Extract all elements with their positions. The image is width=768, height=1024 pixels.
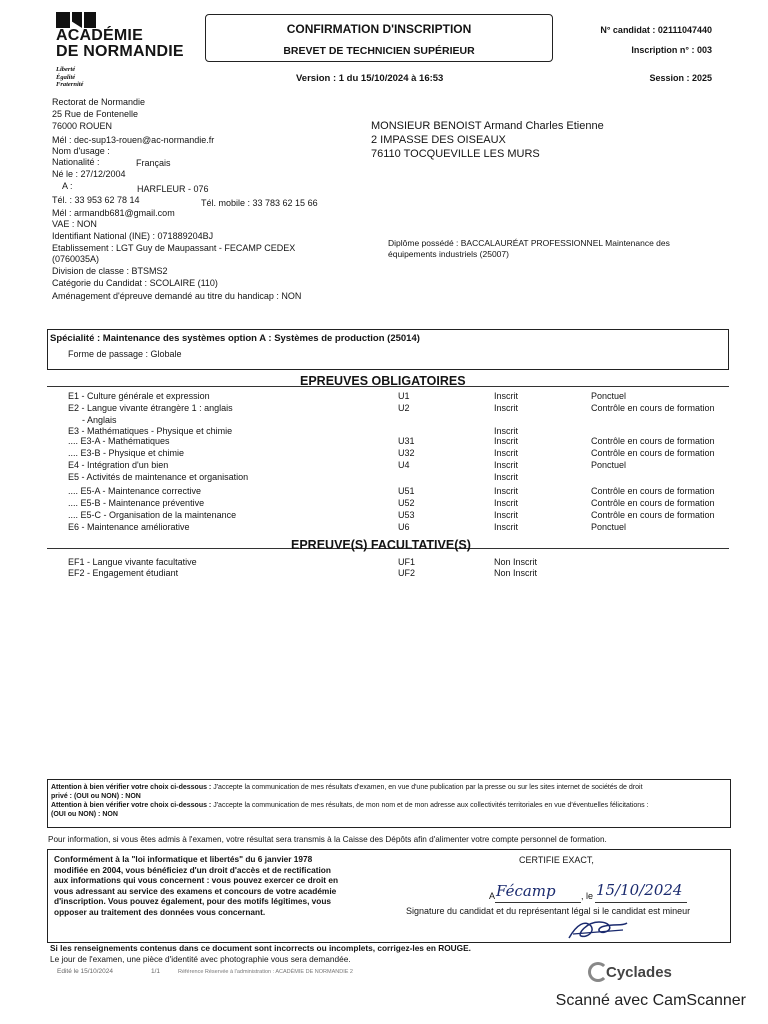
recipient-name: MONSIEUR BENOIST Armand Charles Etienne	[371, 120, 604, 132]
signature-caption: Signature du candidat et du représentant légal si le candidat est mineur	[406, 906, 691, 916]
exam-status: Inscrit	[494, 460, 519, 470]
table-row	[0, 522, 768, 534]
exam-label: .... E5-A - Maintenance corrective	[68, 486, 202, 496]
exam-unit: U32	[398, 448, 415, 458]
exam-mode: Contrôle en cours de formation	[591, 486, 715, 496]
devise	[56, 66, 83, 89]
exam-status: Inscrit	[494, 510, 519, 520]
exam-label: .... E5-C - Organisation de la maintenance	[68, 510, 237, 520]
info-caisse: Pour information, si vous êtes admis à l'examen, votre résultat sera transmis à la Caisse des Dépôts afin d'alimenter votre compte personnel de formation.	[48, 835, 607, 844]
attention-box	[47, 779, 731, 828]
exam-unit: U51	[398, 486, 415, 496]
division: Division de classe : BTSMS2	[52, 266, 168, 276]
loi-line: Conformément à la "loi informatique et libertés" du 6 janvier 1978	[54, 854, 313, 864]
exam-unit: U1	[398, 391, 410, 401]
table-row	[0, 568, 768, 580]
exam-mode: Ponctuel	[591, 460, 627, 470]
table-row	[0, 486, 768, 498]
exam-label: E3 - Mathématiques - Physique et chimie	[68, 426, 233, 436]
exam-mode: Contrôle en cours de formation	[591, 436, 715, 446]
attention-2-label: Attention à bien vérifier votre choix ci-dessous :	[51, 802, 212, 809]
loi-line: d'inscription. Vous pouvez également, pour des motifs légitimes, vous	[54, 896, 332, 906]
exam-mode: Contrôle en cours de formation	[591, 510, 715, 520]
exam-status: Inscrit	[494, 486, 519, 496]
certifie-exact: CERTIFIE EXACT,	[519, 855, 594, 865]
loi-line: aux informations qui vous concernent : vous pouvez exercer ce droit en	[54, 875, 339, 885]
exam-unit: U6	[398, 522, 410, 532]
table-row	[0, 498, 768, 510]
exam-status: Inscrit	[494, 448, 519, 458]
exam-label: E5 - Activités de maintenance et organisation	[68, 472, 249, 482]
table-row	[0, 403, 768, 415]
exam-mode: Ponctuel	[591, 522, 627, 532]
signature-date: 15/10/2024	[596, 881, 683, 899]
date-line	[595, 902, 687, 903]
birth-date: Né le : 27/12/2004	[52, 169, 126, 179]
exam-mode: Contrôle en cours de formation	[591, 403, 715, 413]
candidate-number: N° candidat : 02111047440	[600, 25, 712, 35]
signature-a-prefix: A	[489, 891, 496, 901]
vae: VAE : NON	[52, 219, 97, 229]
rectorat-name: Rectorat de Normandie	[52, 97, 146, 107]
attention-1-label: Attention à bien vérifier votre choix ci-dessous :	[51, 784, 212, 791]
exam-label: .... E5-B - Maintenance préventive	[68, 498, 205, 508]
birth-place-label: A :	[62, 181, 73, 191]
mobile-phone: Tél. mobile : 33 783 62 15 66	[201, 198, 318, 208]
attention-2-text: J'accepte la communication de mes résultats, de mon nom et de mon adresse aux collectivités territoriales en vue d'éventuelles félicitations :	[211, 802, 649, 809]
rectorat-city: 76000 ROUEN	[52, 121, 113, 131]
place-line	[495, 902, 581, 903]
marianne-logo	[56, 12, 98, 28]
footer-warning: Si les renseignements contenus dans ce document sont incorrects ou incomplets, corrigez-les en ROUGE.	[50, 943, 471, 953]
version-text: Version : 1 du 15/10/2024 à 16:53	[296, 73, 444, 84]
cyclades-logo-text: Cyclades	[606, 964, 672, 981]
cyclades-logo-icon	[588, 962, 608, 982]
specialite-box	[47, 329, 729, 370]
nom-usage-label: Nom d'usage :	[52, 146, 110, 156]
exam-status: Inscrit	[494, 426, 519, 436]
exam-mode: Ponctuel	[591, 391, 627, 401]
exam-unit: UF1	[398, 557, 416, 567]
loi-line: vous adressant au service des examens et concours de votre académie	[54, 885, 337, 896]
recipient-city: 76110 TOCQUEVILLE LES MURS	[371, 148, 540, 160]
attention-1	[51, 784, 643, 791]
exam-label: E6 - Maintenance améliorative	[68, 522, 190, 532]
exam-status: Inscrit	[494, 436, 519, 446]
title-box	[205, 14, 553, 62]
table-row	[0, 448, 768, 460]
exam-label: .... E3-B - Physique et chimie	[68, 448, 185, 458]
exam-label: - Anglais	[82, 415, 117, 425]
loi-line: modifiée en 2004, vous bénéficiez d'un droit d'accès et de rectification	[54, 864, 331, 875]
attention-2	[51, 802, 649, 809]
loi-text	[54, 854, 338, 917]
signature-place: Fécamp	[496, 882, 556, 900]
exam-status: Non Inscrit	[494, 568, 538, 578]
recipient-street: 2 IMPASSE DES OISEAUX	[371, 134, 506, 146]
nationalite-value: Français	[136, 158, 171, 168]
devise-fraternite: Fraternité	[56, 81, 84, 88]
document-title: CONFIRMATION D'INSCRIPTION	[286, 22, 472, 36]
exam-label: EF2 - Engagement étudiant	[68, 568, 179, 578]
handwritten-signature	[565, 914, 631, 944]
amenagement: Aménagement d'épreuve demandé au titre du handicap : NON	[52, 291, 302, 301]
exam-label: EF1 - Langue vivante facultative	[68, 557, 197, 567]
rectorat-street: 25 Rue de Fontenelle	[52, 109, 139, 119]
table-row	[0, 472, 768, 484]
reference-text: Référence Réservée à l'administration : ACADÉMIE DE NORMANDIE 2	[178, 969, 353, 975]
rectorat-mail: Mél : dec-sup13-rouen@ac-normandie.fr	[52, 135, 215, 145]
facultatives-heading: EPREUVE(S) FACULTATIVE(S)	[291, 538, 471, 552]
devise-egalite: Égalité	[56, 73, 76, 81]
etablissement: Etablissement : LGT Guy de Maupassant - FECAMP CEDEX	[52, 243, 296, 253]
exam-label: E4 - Intégration d'un bien	[68, 460, 169, 470]
devise-liberte: Liberté	[56, 66, 76, 73]
ine: Identifiant National (INE) : 071889204BJ	[52, 231, 214, 241]
document-subtitle: BREVET DE TECHNICIEN SUPÉRIEUR	[283, 45, 475, 57]
specialite-title: Spécialité : Maintenance des systèmes option A : Systèmes de production (25014)	[50, 333, 420, 344]
exam-mode: Contrôle en cours de formation	[591, 498, 715, 508]
diplome-line-1: Diplôme possédé : BACCALAURÉAT PROFESSIONNEL Maintenance des	[388, 238, 670, 248]
academie-line-2: DE NORMANDIE	[56, 43, 184, 60]
table-row	[0, 510, 768, 522]
table-row	[0, 436, 768, 448]
table-row	[0, 391, 768, 403]
edite-date: Edité le 15/10/2024	[57, 968, 114, 975]
page-number: 1/1	[151, 968, 161, 975]
exam-mode: Contrôle en cours de formation	[591, 448, 715, 458]
nationalite-label: Nationalité :	[52, 157, 100, 167]
candidate-mail: Mél : armandb681@gmail.com	[52, 208, 175, 218]
camscanner-watermark: Scanné avec CamScanner	[555, 992, 746, 1009]
categorie: Catégorie du Candidat : SCOLAIRE (110)	[52, 278, 218, 288]
attention-1-text: J'accepte la communication de mes résultats d'examen, en vue d'une publication par la presse ou sur les sites internet de sociétés de droit	[211, 784, 643, 791]
exam-status: Inscrit	[494, 403, 519, 413]
loi-line: opposer au traitement des données vous concernant.	[54, 906, 266, 917]
etablissement-code: (0760035A)	[52, 254, 100, 264]
academie-logo-text	[56, 28, 184, 60]
attention-1-choice: privé : (OUI ou NON) : NON	[51, 793, 141, 800]
exam-unit: U52	[398, 498, 415, 508]
exam-unit: UF2	[398, 568, 416, 578]
exam-unit: U53	[398, 510, 415, 520]
exam-label: E1 - Culture générale et expression	[68, 391, 210, 401]
diplome-line-2: équipements industriels (25007)	[388, 249, 509, 259]
exam-label: E2 - Langue vivante étrangère 1 : anglais	[68, 403, 233, 413]
exam-status: Inscrit	[494, 522, 519, 532]
birth-place-value: HARFLEUR - 076	[137, 184, 209, 194]
exam-unit: U31	[398, 436, 415, 446]
academie-line-1: ACADÉMIE	[56, 27, 143, 44]
legal-signature-box	[47, 849, 731, 943]
inscription-number: Inscription n° : 003	[631, 45, 712, 55]
attention-2-choice: (OUI ou NON) : NON	[51, 811, 118, 818]
exam-status: Inscrit	[494, 498, 519, 508]
exam-unit: U2	[398, 403, 410, 413]
session-text: Session : 2025	[649, 73, 712, 83]
exam-unit: U4	[398, 460, 410, 470]
exam-label: .... E3-A - Mathématiques	[68, 436, 170, 446]
exam-status: Inscrit	[494, 391, 519, 401]
forme-passage: Forme de passage : Globale	[68, 349, 182, 359]
obligatoires-heading: EPREUVES OBLIGATOIRES	[300, 374, 466, 388]
exam-status: Inscrit	[494, 472, 519, 482]
footer-identity: Le jour de l'examen, une pièce d'identité avec photographie vous sera demandée.	[50, 954, 351, 964]
table-row	[0, 460, 768, 472]
phone: Tél. : 33 953 62 78 14	[52, 195, 140, 205]
exam-status: Non Inscrit	[494, 557, 538, 567]
signature-le: , le	[581, 891, 594, 901]
